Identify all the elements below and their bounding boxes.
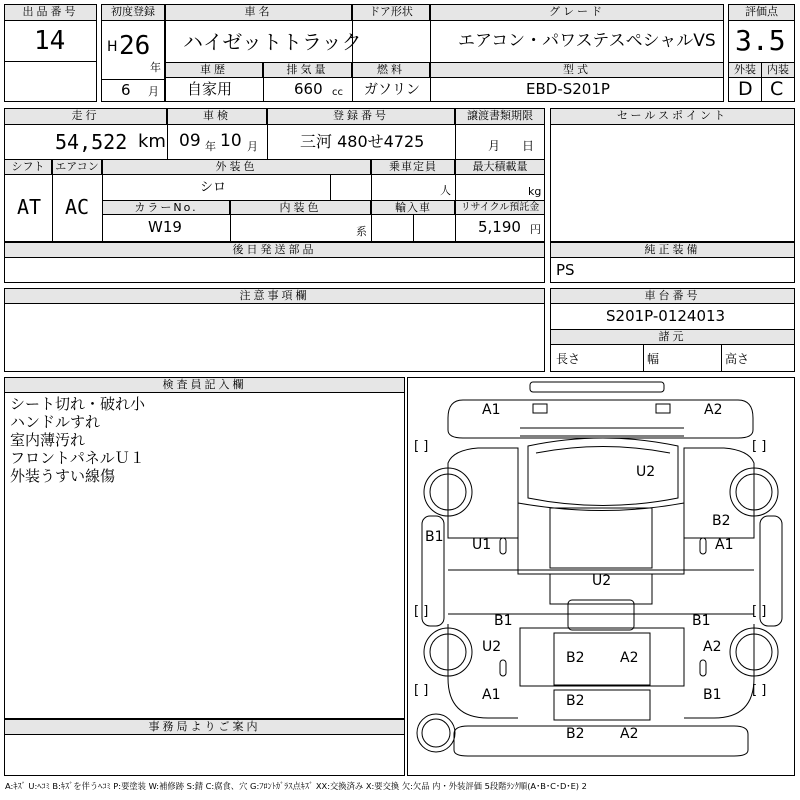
inspection-year: 09 (179, 131, 201, 151)
inspection-month: 10 (220, 131, 242, 151)
damage-rear-left: B2 (566, 726, 585, 742)
chassis-no: S201P-0124013 (606, 307, 726, 325)
legend: A:ｷｽﾞ U:ﾍｺﾐ B:ｷｽﾞを伴うﾍｺﾐ P:要塗装 W:補修跡 S:錆 C:腐食、穴 G:ﾌﾛﾝﾄｶﾞﾗｽ点ｷｽﾞ XX:交換済み X:要交換 欠:欠品 内・外装評価 5段階ﾗﾝｸ順(A･B･C･D･E) 2 (5, 781, 587, 791)
damage-front-right: A2 (704, 402, 723, 418)
car-name: ハイゼットトラック (183, 30, 362, 54)
color-no: W19 (148, 218, 182, 236)
inspector-line: ハンドルすれ (10, 413, 101, 431)
ext-color: シロ (200, 180, 227, 195)
score: 3.5 (735, 24, 786, 57)
reg-no: 三河 480せ4725 (300, 132, 425, 151)
damage-front-left: A1 (482, 402, 501, 418)
damage-sill-right: B1 (692, 613, 711, 629)
era: H (107, 39, 118, 55)
spec-box (4, 108, 545, 242)
aircon: AC (65, 195, 90, 219)
damage-bed-right: A2 (620, 650, 639, 666)
damage-tailgate: B2 (566, 693, 585, 709)
damage-right-rear-lower: B1 (703, 687, 722, 703)
damage-left-rear-lower: A1 (482, 687, 501, 703)
inspector-line: 外装うすい線傷 (10, 467, 116, 485)
equipment: PS (556, 261, 575, 279)
damage-cabin: U2 (592, 573, 612, 589)
exterior-grade: D (738, 78, 753, 100)
lot-no: 14 (34, 26, 66, 56)
interior-grade: C (770, 78, 784, 100)
damage-hood: U2 (636, 464, 656, 480)
damage-left-door: B1 (425, 529, 444, 545)
model: EBD-S201P (526, 80, 610, 98)
grade: エアコン・パワステスペシャルVS (458, 31, 716, 51)
damage-right-door-lower: A1 (715, 537, 734, 553)
inspector-line: フロントパネルＵ１ (10, 449, 145, 467)
reg-year: 26 (119, 31, 151, 61)
mileage: 54,522 (55, 130, 128, 154)
inspector-lines (10, 395, 145, 485)
damage-left-panel: U1 (472, 537, 492, 553)
history: 自家用 (187, 80, 233, 98)
shift: AT (17, 195, 42, 219)
damage-bed-left: B2 (566, 650, 585, 666)
damage-right-door-upper: B2 (712, 513, 731, 529)
recycle-fee: 5,190 (478, 218, 521, 236)
damage-right-rear-upper: A2 (703, 639, 722, 655)
sales-points-box (550, 108, 795, 242)
inspector-line: シート切れ・破れ小 (10, 395, 146, 413)
displacement: 660 (294, 80, 323, 98)
first-reg-header: 初度登録 (101, 4, 165, 21)
damage-rear-right: A2 (620, 726, 639, 742)
fuel: ガソリン (364, 82, 420, 98)
inspector-line: 室内薄汚れ (10, 431, 86, 449)
lot-no-header: 出品番号 (4, 4, 97, 21)
damage-sill-left: B1 (494, 613, 513, 629)
damage-left-rear-upper: U2 (482, 639, 502, 655)
reg-month: 6 (121, 81, 131, 99)
